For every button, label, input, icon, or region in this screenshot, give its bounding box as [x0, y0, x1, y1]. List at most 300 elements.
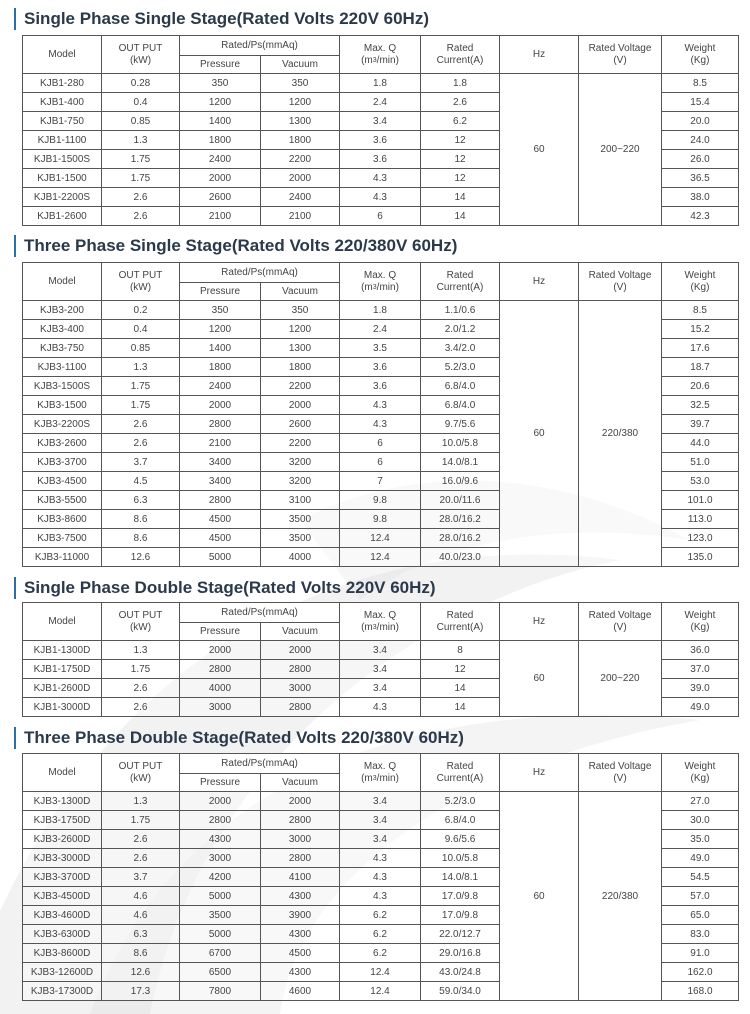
cell-max-q: 6 — [340, 207, 421, 226]
cell-output: 12.6 — [102, 963, 180, 982]
cell-pressure: 3000 — [180, 698, 261, 717]
cell-pressure: 1200 — [180, 320, 261, 339]
cell-current: 14 — [421, 679, 500, 698]
cell-model: KJB3-6300D — [23, 925, 102, 944]
cell-weight: 35.0 — [662, 830, 739, 849]
cell-weight: 49.0 — [662, 849, 739, 868]
cell-weight: 15.2 — [662, 320, 739, 339]
col-pressure: Pressure — [180, 623, 261, 641]
cell-vacuum: 4500 — [261, 944, 340, 963]
cell-weight: 36.5 — [662, 169, 739, 188]
cell-vacuum: 2800 — [261, 698, 340, 717]
cell-max-q: 3.4 — [340, 679, 421, 698]
cell-output: 1.3 — [102, 792, 180, 811]
cell-output: 4.6 — [102, 906, 180, 925]
cell-model: KJB3-1100 — [23, 358, 102, 377]
cell-max-q: 3.4 — [340, 112, 421, 131]
cell-max-q: 6.2 — [340, 925, 421, 944]
cell-current: 14.0/8.1 — [421, 453, 500, 472]
cell-current: 20.0/11.6 — [421, 491, 500, 510]
col-weight: Weight (Kg) — [662, 603, 739, 641]
table-row — [23, 74, 739, 93]
cell-max-q: 4.3 — [340, 415, 421, 434]
cell-output: 1.3 — [102, 358, 180, 377]
cell-max-q: 3.4 — [340, 830, 421, 849]
cell-weight: 32.5 — [662, 396, 739, 415]
cell-model: KJB3-1750D — [23, 811, 102, 830]
cell-pressure: 1400 — [180, 339, 261, 358]
spec-table — [22, 602, 739, 717]
cell-vacuum: 2400 — [261, 188, 340, 207]
table-row — [23, 792, 739, 811]
col-output: OUT PUT (kW) — [102, 603, 180, 641]
cell-weight: 30.0 — [662, 811, 739, 830]
cell-pressure: 3400 — [180, 472, 261, 491]
cell-weight: 65.0 — [662, 906, 739, 925]
cell-max-q: 4.3 — [340, 887, 421, 906]
cell-hz: 60 — [500, 301, 579, 567]
cell-model: KJB3-8600D — [23, 944, 102, 963]
col-voltage: Rated Voltage (V) — [579, 603, 662, 641]
cell-pressure: 2800 — [180, 660, 261, 679]
cell-max-q: 4.3 — [340, 396, 421, 415]
cell-model: KJB3-5500 — [23, 491, 102, 510]
cell-output: 2.6 — [102, 830, 180, 849]
cell-current: 59.0/34.0 — [421, 982, 500, 1001]
cell-pressure: 1800 — [180, 358, 261, 377]
cell-max-q: 3.6 — [340, 150, 421, 169]
cell-model: KJB3-1500S — [23, 377, 102, 396]
cell-model: KJB3-2600 — [23, 434, 102, 453]
cell-vacuum: 2200 — [261, 377, 340, 396]
cell-model: KJB3-17300D — [23, 982, 102, 1001]
cell-max-q: 1.8 — [340, 301, 421, 320]
section-title: Three Phase Single Stage(Rated Volts 220/380V 60Hz) — [14, 235, 457, 257]
cell-current: 28.0/16.2 — [421, 510, 500, 529]
cell-output: 2.6 — [102, 849, 180, 868]
cell-max-q: 1.8 — [340, 74, 421, 93]
cell-current: 6.8/4.0 — [421, 377, 500, 396]
cell-vacuum: 3100 — [261, 491, 340, 510]
cell-current: 28.0/16.2 — [421, 529, 500, 548]
cell-output: 0.2 — [102, 301, 180, 320]
cell-max-q: 3.4 — [340, 660, 421, 679]
cell-weight: 101.0 — [662, 491, 739, 510]
col-vacuum: Vacuum — [261, 774, 340, 792]
col-rated-ps: Rated/Ps(mmAq) — [180, 36, 340, 56]
cell-pressure: 1200 — [180, 93, 261, 112]
cell-output: 1.75 — [102, 377, 180, 396]
cell-pressure: 5000 — [180, 887, 261, 906]
cell-weight: 123.0 — [662, 529, 739, 548]
cell-weight: 20.6 — [662, 377, 739, 396]
cell-vacuum: 1200 — [261, 320, 340, 339]
cell-weight: 113.0 — [662, 510, 739, 529]
col-model: Model — [23, 263, 102, 301]
cell-weight: 42.3 — [662, 207, 739, 226]
cell-current: 1.8 — [421, 74, 500, 93]
table-row — [23, 301, 739, 320]
cell-current: 12 — [421, 169, 500, 188]
cell-current: 9.6/5.6 — [421, 830, 500, 849]
col-weight: Weight (Kg) — [662, 754, 739, 792]
cell-current: 8 — [421, 641, 500, 660]
col-output: OUT PUT (kW) — [102, 754, 180, 792]
cell-model: KJB3-3000D — [23, 849, 102, 868]
cell-max-q: 9.8 — [340, 491, 421, 510]
cell-model: KJB3-750 — [23, 339, 102, 358]
cell-pressure: 2800 — [180, 415, 261, 434]
cell-pressure: 4300 — [180, 830, 261, 849]
col-rated-ps: Rated/Ps(mmAq) — [180, 603, 340, 623]
col-hz: Hz — [500, 36, 579, 74]
cell-max-q: 2.4 — [340, 93, 421, 112]
cell-output: 1.75 — [102, 169, 180, 188]
cell-max-q: 3.6 — [340, 358, 421, 377]
cell-vacuum: 3500 — [261, 529, 340, 548]
cell-max-q: 3.6 — [340, 131, 421, 150]
cell-weight: 83.0 — [662, 925, 739, 944]
cell-current: 12 — [421, 131, 500, 150]
cell-model: KJB1-280 — [23, 74, 102, 93]
cell-pressure: 2400 — [180, 150, 261, 169]
cell-weight: 38.0 — [662, 188, 739, 207]
cell-output: 0.4 — [102, 320, 180, 339]
cell-output: 8.6 — [102, 944, 180, 963]
cell-pressure: 2000 — [180, 396, 261, 415]
cell-output: 0.4 — [102, 93, 180, 112]
spec-table — [22, 35, 739, 226]
cell-max-q: 12.4 — [340, 529, 421, 548]
cell-pressure: 4500 — [180, 510, 261, 529]
cell-pressure: 5000 — [180, 548, 261, 567]
col-output: OUT PUT (kW) — [102, 36, 180, 74]
section-title: Three Phase Double Stage(Rated Volts 220/380V 60Hz) — [14, 727, 464, 749]
cell-model: KJB3-11000 — [23, 548, 102, 567]
col-model: Model — [23, 603, 102, 641]
cell-model: KJB3-2600D — [23, 830, 102, 849]
cell-vacuum: 2000 — [261, 169, 340, 188]
cell-current: 2.0/1.2 — [421, 320, 500, 339]
cell-max-q: 12.4 — [340, 548, 421, 567]
cell-pressure: 2100 — [180, 434, 261, 453]
col-model: Model — [23, 754, 102, 792]
cell-current: 5.2/3.0 — [421, 358, 500, 377]
cell-pressure: 350 — [180, 301, 261, 320]
cell-output: 1.3 — [102, 131, 180, 150]
cell-max-q: 7 — [340, 472, 421, 491]
cell-weight: 51.0 — [662, 453, 739, 472]
cell-weight: 54.5 — [662, 868, 739, 887]
cell-pressure: 4200 — [180, 868, 261, 887]
cell-pressure: 5000 — [180, 925, 261, 944]
col-current: Rated Current(A) — [421, 603, 500, 641]
cell-current: 6.8/4.0 — [421, 811, 500, 830]
cell-max-q: 3.4 — [340, 792, 421, 811]
cell-weight: 24.0 — [662, 131, 739, 150]
cell-current: 14.0/8.1 — [421, 868, 500, 887]
cell-voltage: 220/380 — [579, 301, 662, 567]
cell-vacuum: 2600 — [261, 415, 340, 434]
cell-max-q: 2.4 — [340, 320, 421, 339]
cell-vacuum: 3000 — [261, 679, 340, 698]
cell-voltage: 220/380 — [579, 792, 662, 1001]
cell-pressure: 4000 — [180, 679, 261, 698]
cell-max-q: 4.3 — [340, 868, 421, 887]
cell-hz: 60 — [500, 641, 579, 717]
cell-weight: 49.0 — [662, 698, 739, 717]
col-voltage: Rated Voltage (V) — [579, 36, 662, 74]
cell-model: KJB3-8600 — [23, 510, 102, 529]
col-current: Rated Current(A) — [421, 754, 500, 792]
cell-vacuum: 4600 — [261, 982, 340, 1001]
cell-model: KJB3-2200S — [23, 415, 102, 434]
cell-vacuum: 2000 — [261, 792, 340, 811]
cell-weight: 39.0 — [662, 679, 739, 698]
cell-weight: 162.0 — [662, 963, 739, 982]
cell-output: 17.3 — [102, 982, 180, 1001]
col-max-q: Max. Q $(m^3/\min)$ — [340, 603, 421, 641]
cell-model: KJB1-2600D — [23, 679, 102, 698]
cell-weight: 53.0 — [662, 472, 739, 491]
cell-vacuum: 1300 — [261, 339, 340, 358]
cell-output: 3.7 — [102, 453, 180, 472]
cell-output: 6.3 — [102, 491, 180, 510]
cell-vacuum: 2800 — [261, 660, 340, 679]
cell-model: KJB3-1300D — [23, 792, 102, 811]
cell-max-q: 4.3 — [340, 849, 421, 868]
cell-model: KJB1-2200S — [23, 188, 102, 207]
cell-vacuum: 1800 — [261, 358, 340, 377]
cell-weight: 135.0 — [662, 548, 739, 567]
cell-weight: 15.4 — [662, 93, 739, 112]
cell-max-q: 3.5 — [340, 339, 421, 358]
cell-pressure: 4500 — [180, 529, 261, 548]
col-hz: Hz — [500, 263, 579, 301]
col-vacuum: Vacuum — [261, 283, 340, 301]
col-output: OUT PUT (kW) — [102, 263, 180, 301]
cell-vacuum: 1300 — [261, 112, 340, 131]
col-max-q: Max. Q $(m^3/\min)$ — [340, 263, 421, 301]
cell-pressure: 2000 — [180, 641, 261, 660]
cell-output: 2.6 — [102, 679, 180, 698]
cell-pressure: 6700 — [180, 944, 261, 963]
cell-voltage: 200~220 — [579, 74, 662, 226]
cell-weight: 17.6 — [662, 339, 739, 358]
cell-current: 12 — [421, 150, 500, 169]
col-rated-ps: Rated/Ps(mmAq) — [180, 263, 340, 283]
cell-current: 6.2 — [421, 112, 500, 131]
col-pressure: Pressure — [180, 56, 261, 74]
cell-vacuum: 4000 — [261, 548, 340, 567]
cell-max-q: 3.6 — [340, 377, 421, 396]
cell-weight: 39.7 — [662, 415, 739, 434]
cell-model: KJB3-400 — [23, 320, 102, 339]
spec-table — [22, 262, 739, 567]
cell-vacuum: 2000 — [261, 641, 340, 660]
cell-current: 10.0/5.8 — [421, 434, 500, 453]
col-pressure: Pressure — [180, 283, 261, 301]
cell-max-q: 9.8 — [340, 510, 421, 529]
cell-model: KJB3-3700D — [23, 868, 102, 887]
cell-voltage: 200~220 — [579, 641, 662, 717]
section-title: Single Phase Double Stage(Rated Volts 220V 60Hz) — [14, 577, 436, 599]
cell-weight: 37.0 — [662, 660, 739, 679]
cell-weight: 57.0 — [662, 887, 739, 906]
col-pressure: Pressure — [180, 774, 261, 792]
cell-output: 2.6 — [102, 207, 180, 226]
col-hz: Hz — [500, 754, 579, 792]
cell-vacuum: 3500 — [261, 510, 340, 529]
cell-current: 14 — [421, 188, 500, 207]
cell-current: 14 — [421, 207, 500, 226]
cell-model: KJB1-1500S — [23, 150, 102, 169]
cell-weight: 44.0 — [662, 434, 739, 453]
cell-model: KJB1-400 — [23, 93, 102, 112]
col-voltage: Rated Voltage (V) — [579, 263, 662, 301]
col-vacuum: Vacuum — [261, 623, 340, 641]
cell-output: 4.6 — [102, 887, 180, 906]
cell-output: 4.5 — [102, 472, 180, 491]
cell-max-q: 4.3 — [340, 169, 421, 188]
col-weight: Weight (Kg) — [662, 36, 739, 74]
cell-max-q: 3.4 — [340, 811, 421, 830]
cell-output: 2.6 — [102, 188, 180, 207]
cell-output: 6.3 — [102, 925, 180, 944]
table-row — [23, 641, 739, 660]
cell-current: 10.0/5.8 — [421, 849, 500, 868]
cell-vacuum: 2800 — [261, 811, 340, 830]
cell-vacuum: 3000 — [261, 830, 340, 849]
cell-max-q: 3.4 — [340, 641, 421, 660]
cell-model: KJB3-3700 — [23, 453, 102, 472]
cell-max-q: 6 — [340, 453, 421, 472]
cell-vacuum: 2200 — [261, 434, 340, 453]
cell-model: KJB1-1500 — [23, 169, 102, 188]
cell-model: KJB3-4500 — [23, 472, 102, 491]
cell-current: 40.0/23.0 — [421, 548, 500, 567]
cell-current: 29.0/16.8 — [421, 944, 500, 963]
cell-output: 1.75 — [102, 660, 180, 679]
cell-model: KJB1-3000D — [23, 698, 102, 717]
cell-model: KJB3-4500D — [23, 887, 102, 906]
cell-vacuum: 4300 — [261, 887, 340, 906]
cell-weight: 91.0 — [662, 944, 739, 963]
cell-model: KJB1-2600 — [23, 207, 102, 226]
col-max-q: Max. Q $(m^3/\min)$ — [340, 754, 421, 792]
cell-model: KJB3-4600D — [23, 906, 102, 925]
cell-pressure: 2000 — [180, 792, 261, 811]
cell-vacuum: 2100 — [261, 207, 340, 226]
cell-output: 1.75 — [102, 811, 180, 830]
cell-max-q: 6.2 — [340, 906, 421, 925]
col-current: Rated Current(A) — [421, 263, 500, 301]
cell-output: 2.6 — [102, 415, 180, 434]
cell-pressure: 2100 — [180, 207, 261, 226]
cell-vacuum: 1800 — [261, 131, 340, 150]
cell-vacuum: 4100 — [261, 868, 340, 887]
cell-output: 3.7 — [102, 868, 180, 887]
section-title: Single Phase Single Stage(Rated Volts 220V 60Hz) — [14, 8, 429, 30]
cell-pressure: 2400 — [180, 377, 261, 396]
cell-pressure: 3400 — [180, 453, 261, 472]
cell-vacuum: 350 — [261, 301, 340, 320]
cell-current: 17.0/9.8 — [421, 906, 500, 925]
cell-model: KJB3-7500 — [23, 529, 102, 548]
cell-current: 43.0/24.8 — [421, 963, 500, 982]
cell-weight: 168.0 — [662, 982, 739, 1001]
cell-pressure: 350 — [180, 74, 261, 93]
cell-weight: 36.0 — [662, 641, 739, 660]
cell-current: 3.4/2.0 — [421, 339, 500, 358]
cell-max-q: 12.4 — [340, 982, 421, 1001]
cell-max-q: 4.3 — [340, 188, 421, 207]
cell-current: 9.7/5.6 — [421, 415, 500, 434]
cell-current: 17.0/9.8 — [421, 887, 500, 906]
cell-vacuum: 350 — [261, 74, 340, 93]
cell-model: KJB1-1300D — [23, 641, 102, 660]
cell-model: KJB3-200 — [23, 301, 102, 320]
col-max-q: Max. Q $(m^3/\min)$ — [340, 36, 421, 74]
cell-vacuum: 2800 — [261, 849, 340, 868]
cell-output: 1.75 — [102, 396, 180, 415]
cell-max-q: 6.2 — [340, 944, 421, 963]
cell-pressure: 3000 — [180, 849, 261, 868]
cell-output: 2.6 — [102, 698, 180, 717]
col-current: Rated Current(A) — [421, 36, 500, 74]
cell-output: 2.6 — [102, 434, 180, 453]
cell-pressure: 1400 — [180, 112, 261, 131]
cell-weight: 18.7 — [662, 358, 739, 377]
cell-output: 8.6 — [102, 510, 180, 529]
cell-vacuum: 4300 — [261, 963, 340, 982]
cell-vacuum: 1200 — [261, 93, 340, 112]
cell-output: 1.75 — [102, 150, 180, 169]
cell-output: 0.85 — [102, 112, 180, 131]
cell-hz: 60 — [500, 74, 579, 226]
cell-pressure: 2800 — [180, 491, 261, 510]
col-model: Model — [23, 36, 102, 74]
cell-model: KJB1-1100 — [23, 131, 102, 150]
cell-vacuum: 2000 — [261, 396, 340, 415]
cell-vacuum: 3200 — [261, 453, 340, 472]
cell-model: KJB3-12600D — [23, 963, 102, 982]
spec-table — [22, 753, 739, 1001]
col-rated-ps: Rated/Ps(mmAq) — [180, 754, 340, 774]
cell-pressure: 2000 — [180, 169, 261, 188]
cell-output: 0.85 — [102, 339, 180, 358]
cell-weight: 27.0 — [662, 792, 739, 811]
cell-max-q: 4.3 — [340, 698, 421, 717]
cell-hz: 60 — [500, 792, 579, 1001]
cell-vacuum: 2200 — [261, 150, 340, 169]
cell-model: KJB3-1500 — [23, 396, 102, 415]
cell-pressure: 2800 — [180, 811, 261, 830]
cell-pressure: 6500 — [180, 963, 261, 982]
cell-current: 12 — [421, 660, 500, 679]
cell-weight: 8.5 — [662, 74, 739, 93]
cell-weight: 26.0 — [662, 150, 739, 169]
col-weight: Weight (Kg) — [662, 263, 739, 301]
cell-vacuum: 4300 — [261, 925, 340, 944]
col-vacuum: Vacuum — [261, 56, 340, 74]
cell-weight: 20.0 — [662, 112, 739, 131]
cell-max-q: 12.4 — [340, 963, 421, 982]
cell-vacuum: 3900 — [261, 906, 340, 925]
cell-model: KJB1-1750D — [23, 660, 102, 679]
cell-current: 6.8/4.0 — [421, 396, 500, 415]
cell-output: 8.6 — [102, 529, 180, 548]
